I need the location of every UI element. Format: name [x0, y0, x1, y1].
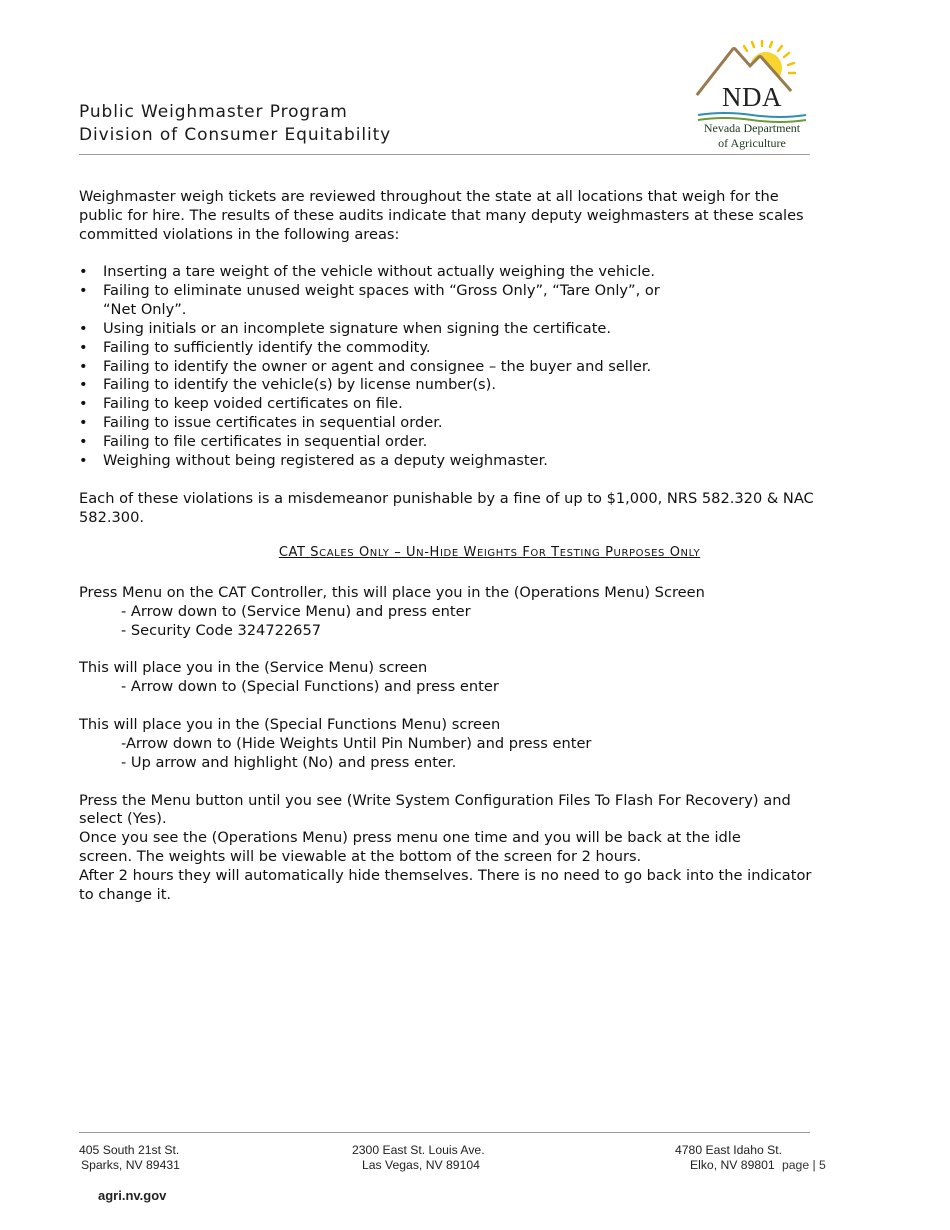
step-5-cont: screen. The weights will be viewable at the bottom of the screen for 2 hours.: [79, 848, 642, 865]
bullet-marker: •: [79, 320, 88, 337]
footer-divider: [79, 1132, 810, 1133]
penalty-line-1: Each of these violations is a misdemeanor punishable by a fine of up to $1,000, NRS 582.320 & NAC: [79, 490, 814, 507]
bullet-marker: •: [79, 376, 88, 393]
step-4: Press the Menu button until you see (Write System Configuration Files To Flash For Recovery) and: [79, 792, 791, 809]
bullet-marker: •: [79, 452, 88, 469]
bullet-item: Failing to identify the vehicle(s) by license number(s).: [103, 376, 496, 393]
footer-lasvegas-street: 2300 East St. Louis Ave.: [352, 1143, 485, 1157]
footer-sparks-city: Sparks, NV 89431: [81, 1158, 180, 1172]
bullet-item: Weighing without being registered as a deputy weighmaster.: [103, 452, 548, 469]
footer-sparks-street: 405 South 21st St.: [79, 1143, 180, 1157]
step-1b: - Security Code 324722657: [121, 622, 322, 639]
logo-line-2: of Agriculture: [718, 136, 786, 150]
step-6: After 2 hours they will automatically hide themselves. There is no need to go back into the indicator: [79, 867, 812, 884]
website-link[interactable]: agri.nv.gov: [98, 1188, 167, 1203]
intro-line-1: Weighmaster weigh tickets are reviewed throughout the state at all locations that weigh for the: [79, 188, 779, 205]
program-title: Public Weighmaster Program: [79, 102, 348, 122]
step-2a: - Arrow down to (Special Functions) and press enter: [121, 678, 499, 695]
step-3a: -Arrow down to (Hide Weights Until Pin Number) and press enter: [121, 735, 592, 752]
logo-line-1: Nevada Department: [703, 121, 801, 135]
step-5: Once you see the (Operations Menu) press menu one time and you will be back at the idle: [79, 829, 741, 846]
step-4-cont: select (Yes).: [79, 810, 167, 827]
penalty-line-2: 582.300.: [79, 509, 144, 526]
footer-elko-city: Elko, NV 89801: [690, 1158, 775, 1172]
step-1: Press Menu on the CAT Controller, this will place you in the (Operations Menu) Screen: [79, 584, 705, 601]
footer-lasvegas-city: Las Vegas, NV 89104: [362, 1158, 480, 1172]
bullet-item: Failing to issue certificates in sequential order.: [103, 414, 443, 431]
bullet-marker: •: [79, 358, 88, 375]
bullet-item: Failing to identify the owner or agent and consignee – the buyer and seller.: [103, 358, 652, 375]
header-divider: [79, 154, 810, 155]
bullet-marker: •: [79, 339, 88, 356]
bullet-marker: •: [79, 414, 88, 431]
division-title: Division of Consumer Equitability: [79, 125, 392, 145]
nda-logo: [694, 40, 810, 152]
step-1a: - Arrow down to (Service Menu) and press enter: [121, 603, 471, 620]
page-number: page | 5: [782, 1158, 826, 1172]
bullet-item: Inserting a tare weight of the vehicle without actually weighing the vehicle.: [103, 263, 656, 280]
logo-abbr: NDA: [722, 82, 782, 112]
footer-elko-street: 4780 East Idaho St.: [675, 1143, 783, 1157]
bullet-item: Failing to file certificates in sequential order.: [103, 433, 428, 450]
intro-line-2: public for hire. The results of these audits indicate that many deputy weighmasters at these scales: [79, 207, 804, 224]
step-3b: - Up arrow and highlight (No) and press enter.: [121, 754, 457, 771]
bullet-item: Failing to sufficiently identify the commodity.: [103, 339, 431, 356]
bullet-marker: •: [79, 263, 88, 280]
step-3: This will place you in the (Special Functions Menu) screen: [79, 716, 501, 733]
bullet-item-continuation: “Net Only”.: [103, 301, 187, 318]
step-2: This will place you in the (Service Menu) screen: [79, 659, 428, 676]
section-heading: CAT SCALES ONLY – UN-HIDE WEIGHTS FOR TESTING PURPOSES ONLY: [278, 545, 701, 560]
step-6-cont: to change it.: [79, 886, 172, 903]
intro-line-3: committed violations in the following areas:: [79, 226, 400, 243]
bullet-item: Using initials or an incomplete signature when signing the certificate.: [103, 320, 612, 337]
bullet-marker: •: [79, 395, 88, 412]
bullet-item: Failing to keep voided certificates on file.: [103, 395, 403, 412]
bullet-marker: •: [79, 433, 88, 450]
bullet-item: Failing to eliminate unused weight spaces with “Gross Only”, “Tare Only”, or: [103, 282, 660, 299]
bullet-marker: •: [79, 282, 88, 299]
